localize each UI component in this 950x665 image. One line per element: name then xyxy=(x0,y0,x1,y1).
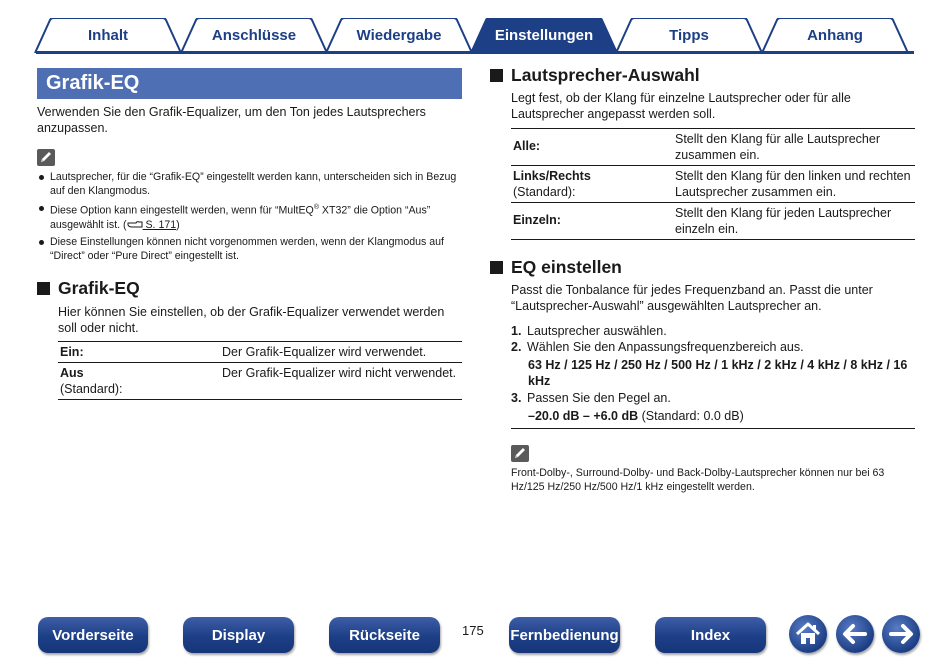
nav-index-button[interactable] xyxy=(655,617,766,653)
pencil-icon xyxy=(511,445,529,462)
registered-mark: ® xyxy=(313,204,319,211)
button-label: Index xyxy=(690,626,731,644)
tab-einstellungen[interactable] xyxy=(470,18,618,53)
option-key: Links/Rechts xyxy=(513,169,591,183)
tab-baseline xyxy=(36,51,914,54)
heading-text: EQ einstellen xyxy=(511,257,622,277)
list-item xyxy=(37,170,462,198)
pointing-hand-icon xyxy=(127,219,143,229)
arrow-right-icon xyxy=(882,615,920,653)
option-key: Ein: xyxy=(60,345,84,359)
step-number: 3. xyxy=(511,391,522,405)
intro-text: Verwenden Sie den Grafik-Equalizer, um den Ton jedes Lautsprechers anzupassen. xyxy=(37,105,426,135)
home-icon xyxy=(789,615,827,653)
button-label: Display xyxy=(211,626,266,644)
section-desc: Hier können Sie einstellen, ob der Grafik-Equalizer verwendet werden soll oder nicht. xyxy=(58,305,445,335)
button-shadow xyxy=(519,655,610,665)
table-key xyxy=(511,166,673,203)
step-number: 1. xyxy=(511,324,522,338)
step-number: 2. xyxy=(511,340,522,354)
step-text: Wählen Sie den Anpassungsfrequenzbereich aus. xyxy=(527,340,804,354)
section-heading-grafik-eq xyxy=(37,278,140,299)
frequency-list: 63 Hz / 125 Hz / 250 Hz / 500 Hz / 1 kHz / 2 kHz / 4 kHz / 8 kHz / 16 kHz xyxy=(528,358,908,388)
step-text: Passen Sie den Pegel an. xyxy=(527,391,671,405)
tab-anhang[interactable] xyxy=(761,18,909,53)
table-key xyxy=(58,342,220,363)
table-value: Stellt den Klang für den linken und rechten Lautsprecher zusammen ein. xyxy=(675,169,911,199)
tab-label: Wiedergabe xyxy=(356,27,442,44)
button-shadow xyxy=(339,655,430,665)
tab-label: Einstellungen xyxy=(494,27,594,44)
page-number: 175 xyxy=(462,623,484,638)
table-value: Der Grafik-Equalizer wird verwendet. xyxy=(222,345,427,359)
table-key xyxy=(511,129,673,166)
divider xyxy=(511,428,915,429)
option-key: Aus xyxy=(60,366,84,380)
step xyxy=(511,339,916,355)
table-key xyxy=(58,363,220,400)
option-key: Einzeln: xyxy=(513,213,561,227)
pencil-icon xyxy=(37,149,55,166)
note-list xyxy=(37,170,462,266)
tab-anschluesse[interactable] xyxy=(180,18,328,53)
table-value: Der Grafik-Equalizer wird nicht verwendet. xyxy=(222,366,457,380)
section-desc: Passt die Tonbalance für jedes Frequenzband an. Passt die unter “Lautsprecher-Auswahl” ausgewählten Lautsprecher an. xyxy=(511,283,873,313)
note-text: Diese Option kann eingestellt werden, wenn für “MultEQ xyxy=(50,204,314,217)
option-key-suffix: (Standard): xyxy=(513,185,576,199)
table-value: Stellt den Klang für jeden Lautsprecher einzeln ein. xyxy=(675,206,892,236)
tab-bar xyxy=(0,0,950,56)
button-shadow xyxy=(48,655,138,665)
note-text: ) xyxy=(176,218,180,231)
list-item xyxy=(37,201,462,232)
step-text: Lautsprecher auswählen. xyxy=(527,324,667,338)
section-heading-eq-einstellen xyxy=(490,257,622,278)
forward-button[interactable] xyxy=(882,615,920,653)
table-key xyxy=(511,203,673,240)
eq-steps xyxy=(511,323,916,425)
heading-text: Lautsprecher-Auswahl xyxy=(511,65,700,85)
table-row xyxy=(511,129,915,166)
page-title: Grafik-EQ xyxy=(37,68,462,99)
arrow-left-icon xyxy=(836,615,874,653)
tab-label: Anhang xyxy=(807,27,863,44)
tab-wiedergabe[interactable] xyxy=(325,18,473,53)
section-desc: Legt fest, ob der Klang für einzelne Lautsprecher oder für alle Lautsprecher angepasst werden soll. xyxy=(511,91,851,121)
option-key-suffix: (Standard): xyxy=(60,382,123,396)
speaker-options-table xyxy=(511,128,915,240)
tab-label: Anschlüsse xyxy=(211,27,297,44)
table-row xyxy=(511,203,915,240)
page-link[interactable]: S. 171 xyxy=(142,218,177,231)
note-text: Lautsprecher, für die “Grafik-EQ” eingestellt werden kann, unterscheiden sich in Bezug auf den Klangmodus. xyxy=(50,171,457,197)
button-label: Fernbedienung xyxy=(510,626,619,644)
square-bullet-icon xyxy=(490,69,503,82)
button-label: Vorderseite xyxy=(52,626,134,644)
tab-tipps[interactable] xyxy=(615,18,763,53)
button-label: Rückseite xyxy=(349,626,420,644)
square-bullet-icon xyxy=(37,282,50,295)
nav-fernbedienung-button[interactable] xyxy=(509,617,620,653)
back-button[interactable] xyxy=(836,615,874,653)
eq-note: Front-Dolby-, Surround-Dolby- und Back-Dolby-Lautsprecher können nur bei 63 Hz/125 Hz/250 Hz/500 Hz/1 kHz eingestellt werden. xyxy=(511,467,885,493)
option-key: Alle: xyxy=(513,139,541,153)
tab-label: Tipps xyxy=(669,27,709,44)
list-item xyxy=(37,235,462,263)
step xyxy=(511,323,916,339)
note-text: Diese Einstellungen können nicht vorgenommen werden, wenn der Klangmodus auf “Direct” oder “Pure Direct” eingestellt ist. xyxy=(50,235,444,262)
nav-rueckseite-button[interactable] xyxy=(329,617,440,653)
grafik-eq-options-table xyxy=(58,341,462,400)
tab-label: Inhalt xyxy=(88,27,128,44)
step xyxy=(511,390,916,406)
nav-vorderseite-button[interactable] xyxy=(38,617,148,653)
heading-text: Grafik-EQ xyxy=(58,278,140,298)
range-value: –20.0 dB – +6.0 dB xyxy=(528,409,639,423)
button-shadow xyxy=(193,655,284,665)
button-shadow xyxy=(665,655,756,665)
table-row xyxy=(58,363,462,400)
level-range xyxy=(511,408,916,424)
note-text: XT32” die Option “Aus” ausgewählt ist. ( xyxy=(50,204,431,231)
table-row xyxy=(58,342,462,363)
home-button[interactable] xyxy=(789,615,827,653)
tab-inhalt[interactable] xyxy=(34,18,182,53)
table-value: Stellt den Klang für alle Lautsprecher zusammen ein. xyxy=(675,132,880,162)
table-row xyxy=(511,166,915,203)
section-heading-lautsprecher-auswahl xyxy=(490,65,700,86)
range-default: (Standard: 0.0 dB) xyxy=(638,409,744,423)
nav-display-button[interactable] xyxy=(183,617,294,653)
square-bullet-icon xyxy=(490,261,503,274)
